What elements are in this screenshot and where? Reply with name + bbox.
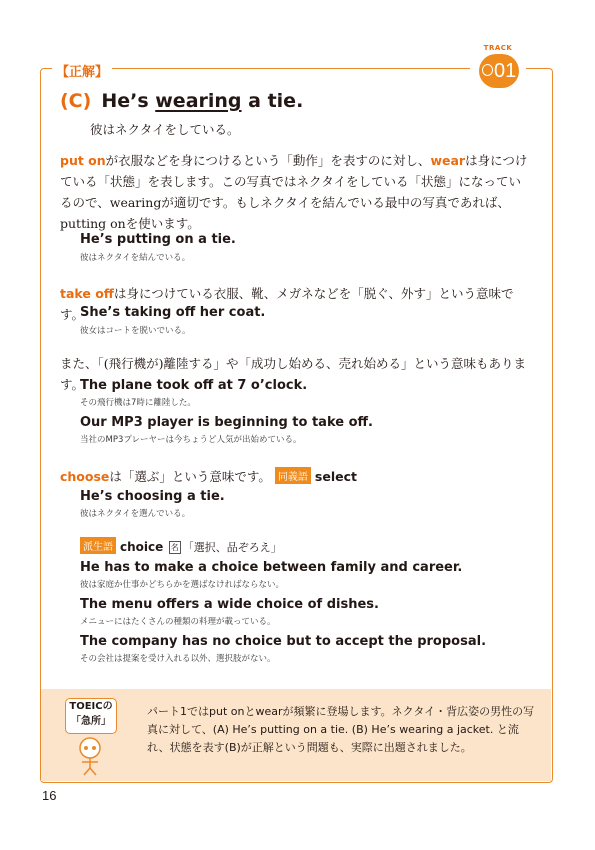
example-sentence: The menu offers a wide choice of dishes.	[80, 597, 379, 612]
example-translation: 彼は家庭か仕事かどちらかを選ばなければならない。	[80, 580, 285, 590]
paragraph-text: は「選ぶ」という意味です。	[109, 469, 271, 484]
tip-bubble	[65, 698, 117, 734]
paragraph-text: また、「(飛行機が)離陸する」や「成功し始める、売れ始める」という意味もあります。	[60, 356, 527, 392]
paragraph-text: が衣服などを身につけるという「動作」を表すのに対し、	[105, 153, 431, 168]
page-number: 16	[42, 788, 57, 803]
derivative-tag: 派生語	[80, 537, 116, 554]
answer-translation: 彼はネクタイをしている。	[90, 122, 240, 137]
keyword-take-off: take off	[60, 286, 114, 301]
derivative-word: choice	[120, 540, 164, 554]
derivative-meaning: 「選択、品ぞろえ」	[182, 541, 282, 554]
keyword-choose: choose	[60, 469, 110, 484]
skull-mascot-icon	[482, 64, 493, 76]
tip-heading-line2: 「急所」	[71, 716, 111, 727]
explanation-paragraph-1	[60, 150, 530, 234]
keyword-wear: wear	[430, 153, 466, 168]
answer-post: a tie.	[241, 90, 304, 112]
skull-mascot-icon	[76, 736, 104, 776]
track-circle	[479, 54, 519, 88]
example-sentence: He’s putting on a tie.	[80, 232, 236, 247]
example-sentence: She’s taking off her coat.	[80, 305, 266, 320]
example-sentence: He’s choosing a tie.	[80, 489, 225, 504]
answer-pre: He’s	[101, 90, 156, 112]
track-number: 01	[494, 60, 517, 82]
part-of-speech-box: 名	[170, 543, 179, 552]
explanation-paragraph-4	[60, 467, 357, 485]
tip-heading-line1: TOEICの	[69, 701, 113, 712]
example-sentence: The company has no choice but to accept the proposal.	[80, 634, 487, 649]
example-translation: 彼女はコートを脱いでいる。	[80, 326, 191, 336]
derivative-line	[80, 537, 282, 555]
keyword-put-on: put on	[60, 153, 106, 168]
paragraph-text: は身につけている衣服、靴、メガネなどを「脱ぐ、外す」という意味です。	[60, 286, 514, 322]
example-translation: 当社のMP3プレーヤーは今ちょうど人気が出始めている。	[80, 435, 302, 445]
example-sentence: The plane took off at 7 o’clock.	[80, 378, 308, 393]
example-sentence: He has to make a choice between family and career.	[80, 560, 463, 575]
synonym-tag: 同義語	[275, 467, 311, 484]
paragraph-text: は身につけている「状態」を表します。この写真ではネクタイをしている「状態」になっているので、wearingが適切です。もしネクタイを結んでいる最中の写真であれば、putting onを使います。	[60, 153, 528, 231]
example-translation: その飛行機は7時に離陸した。	[80, 398, 196, 408]
answer-mark: (C)	[60, 90, 92, 112]
example-translation: その会社は提案を受け入れる以外、選択肢がない。	[80, 654, 276, 664]
section-label: 【正解】	[52, 61, 112, 80]
answer-sentence	[60, 90, 303, 112]
track-label: TRACK	[483, 44, 513, 52]
tip-text: パート1ではput onとwearが頻繁に登場します。ネクタイ・背広姿の男性の写真に対して、(A) He’s putting on a tie. (B) He’s wearing a jacket. と流れ、状態を表す(B)が正解という問題も、実際に出題されました。	[147, 705, 535, 754]
example-sentence: Our MP3 player is beginning to take off.	[80, 415, 373, 430]
track-badge[interactable]	[470, 43, 526, 91]
synonym-word: select	[314, 469, 357, 484]
example-translation: メニューにはたくさんの種類の料理が載っている。	[80, 617, 276, 627]
example-translation: 彼はネクタイを結んでいる。	[80, 253, 191, 263]
answer-underlined: wearing	[155, 90, 242, 112]
example-translation: 彼はネクタイを選んでいる。	[80, 509, 191, 519]
